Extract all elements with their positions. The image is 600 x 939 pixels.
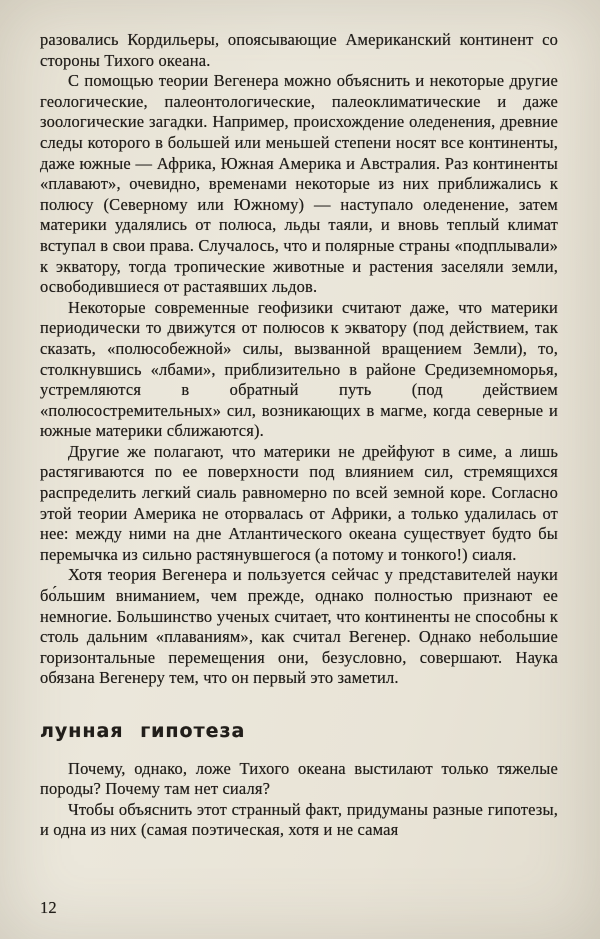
body-paragraph: Чтобы объяснить этот странный факт, придуманы разные гипотезы, и одна из них (самая поэтическая, хотя и не самая xyxy=(40,799,558,840)
page-number: 12 xyxy=(40,898,57,918)
body-paragraph: Хотя теория Вегенера и пользуется сейчас у представителей науки бо́льшим вниманием, чем прежде, однако полностью признают ее немногие. Большинство ученых считает, что континенты не способны к столь дальним «плаваниям», как считал Вегенер. Однако небольшие горизонтальные перемещения они, безусловно, совершают. Наука обязана Вегенеру тем, что он первый это заметил. xyxy=(40,565,558,688)
body-paragraph: Другие же полагают, что материки не дрейфуют в симе, а лишь растягиваются по ее поверхности под влиянием сил, стремящихся распределить легкий сиаль равномерно по всей земной коре. Согласно этой теории Америка не оторвалась от Африки, а только удалилась от нее: между ними на дне Атлантического океана существует будто бы перемычка из сильно растянувшегося (а потому и тонкого!) сиаля. xyxy=(40,441,558,564)
body-paragraph: С помощью теории Вегенера можно объяснить и некоторые другие геологические, палеонтологические, палеоклиматические и даже зоологические загадки. Например, происхождение оледенения, древние следы которого в большей или меньшей степени носят все континенты, даже южные — Африка, Южная Америка и Австралия. Раз континенты «плавают», очевидно, временами некоторые из них приближались к полюсу (Северному или Южному) — наступало оледенение, затем материки удалялись от полюса, льды таяли, и вновь теплый климат вступал в свои права. Случалось, что и полярные страны «подплывали» к экватору, тогда тропические животные и растения заселяли земли, освободившиеся от растаявших льдов. xyxy=(40,71,558,297)
body-paragraph-continuation: разовались Кордильеры, опоясывающие Американский континент со стороны Тихого океана. xyxy=(40,30,558,70)
body-paragraph: Почему, однако, ложе Тихого океана выстилают только тяжелые породы? Почему там нет сиаля? xyxy=(40,758,558,799)
body-paragraph: Некоторые современные геофизики считают даже, что материки периодически то движутся от полюсов к экватору (под действием, так сказать, «полюсобежной» силы, вызванной вращением Земли), то, столкнувшись «лбами», приблизительно в районе Средиземноморья, устремляются в обратный путь (под действием «полюсостремительных» сил, возникающих в магме, когда северные и южные материки сближаются). xyxy=(40,297,558,441)
section-heading: лунная гипотеза xyxy=(40,720,246,742)
